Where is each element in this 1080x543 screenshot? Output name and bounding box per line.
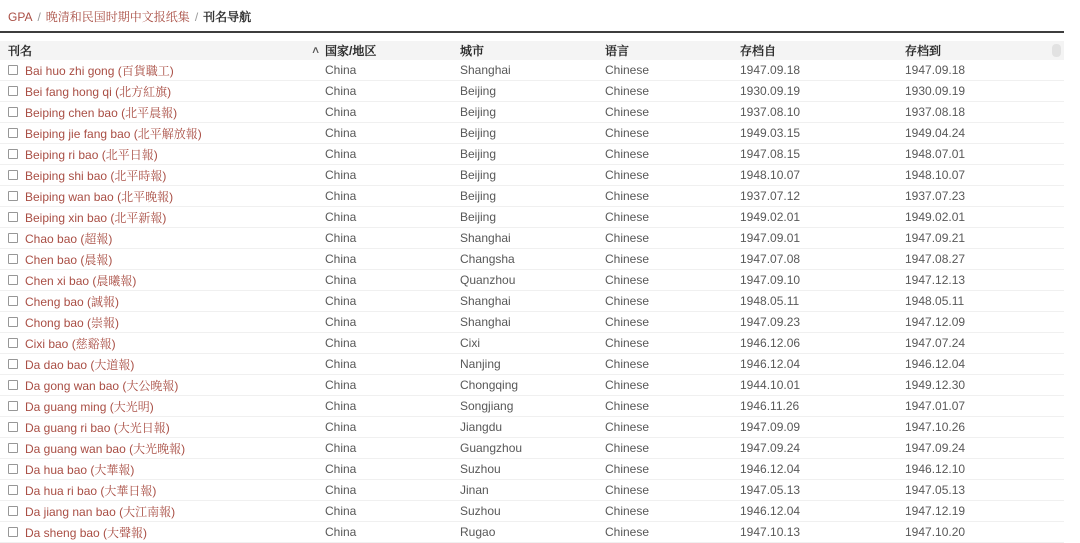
archive-to-cell: 1949.04.24	[905, 126, 966, 140]
archive-to-cell: 1937.08.18	[905, 105, 966, 119]
language-cell: Chinese	[605, 504, 650, 518]
city-cell: Beijing	[460, 189, 497, 203]
newspaper-title-link[interactable]: Da dao bao (大道報)	[25, 357, 135, 372]
archive-to-cell: 1947.01.07	[905, 399, 966, 413]
archive-to-cell: 1930.09.19	[905, 84, 966, 98]
country-cell: China	[325, 252, 357, 266]
archive-from-cell: 1949.03.15	[740, 126, 801, 140]
city-cell: Nanjing	[460, 357, 501, 371]
row-checkbox[interactable]	[8, 149, 18, 159]
table-row	[0, 102, 1064, 123]
title-cell	[8, 272, 325, 289]
archive-from-cell: 1948.10.07	[740, 168, 801, 182]
row-checkbox[interactable]	[8, 485, 18, 495]
archive-to-cell: 1937.07.23	[905, 189, 966, 203]
archive-from-cell: 1947.09.23	[740, 315, 801, 329]
title-cell	[8, 356, 325, 373]
city-cell: Beijing	[460, 147, 497, 161]
row-checkbox[interactable]	[8, 359, 18, 369]
table-row	[0, 81, 1064, 102]
archive-to-cell: 1946.12.04	[905, 357, 966, 371]
title-cell	[8, 293, 325, 310]
row-checkbox[interactable]	[8, 86, 18, 96]
newspaper-title-link[interactable]: Da guang wan bao (大光晚報)	[25, 441, 186, 456]
breadcrumb-separator: /	[37, 10, 41, 24]
archive-to-cell: 1949.12.30	[905, 378, 966, 392]
breadcrumb	[0, 0, 1064, 31]
country-cell: China	[325, 231, 357, 245]
breadcrumb-separator: /	[194, 10, 199, 24]
column-header-title-label: 刊名	[8, 44, 33, 58]
archive-from-cell: 1946.12.04	[740, 462, 801, 476]
language-cell: Chinese	[605, 84, 650, 98]
archive-from-cell: 1947.07.08	[740, 252, 801, 266]
language-cell: Chinese	[605, 441, 650, 455]
city-cell: Beijing	[460, 105, 497, 119]
language-cell: Chinese	[605, 399, 650, 413]
table-row	[0, 354, 1064, 375]
archive-from-cell: 1930.09.19	[740, 84, 801, 98]
country-cell: China	[325, 525, 357, 539]
newspaper-title-link[interactable]: Beiping shi bao (北平時報)	[25, 168, 167, 183]
archive-to-cell: 1947.12.13	[905, 273, 966, 287]
table-row	[0, 60, 1064, 81]
city-cell: Guangzhou	[460, 441, 523, 455]
language-cell: Chinese	[605, 273, 650, 287]
table-row	[0, 438, 1064, 459]
country-cell: China	[325, 504, 357, 518]
city-cell: Jiangdu	[460, 420, 503, 434]
archive-from-cell: 1946.12.04	[740, 504, 801, 518]
newspaper-title-link[interactable]: Da jiang nan bao (大江南報)	[25, 504, 176, 519]
archive-to-cell: 1948.07.01	[905, 147, 966, 161]
city-cell: Songjiang	[460, 399, 514, 413]
column-header-language[interactable]: 语言	[605, 44, 630, 58]
archive-to-cell: 1947.12.19	[905, 504, 966, 518]
city-cell: Beijing	[460, 210, 497, 224]
row-checkbox[interactable]	[8, 422, 18, 432]
country-cell: China	[325, 63, 357, 77]
table-row	[0, 459, 1064, 480]
country-cell: China	[325, 168, 357, 182]
table-row	[0, 144, 1064, 165]
country-cell: China	[325, 294, 357, 308]
newspaper-title-link[interactable]: Da guang ri bao (大光日報)	[25, 420, 170, 435]
title-cell	[8, 440, 325, 457]
table-row	[0, 270, 1064, 291]
newspaper-title-link[interactable]: Chen bao (晨報)	[25, 252, 113, 267]
city-cell: Changsha	[460, 252, 515, 266]
row-checkbox[interactable]	[8, 107, 18, 117]
title-cell	[8, 335, 325, 352]
country-cell: China	[325, 84, 357, 98]
title-cell	[8, 377, 325, 394]
country-cell: China	[325, 462, 357, 476]
language-cell: Chinese	[605, 483, 650, 497]
table-row	[0, 375, 1064, 396]
country-cell: China	[325, 420, 357, 434]
archive-from-cell: 1947.09.01	[740, 231, 801, 245]
column-header-archive-from[interactable]: 存档自	[740, 44, 777, 58]
city-cell: Rugao	[460, 525, 496, 539]
row-checkbox[interactable]	[8, 317, 18, 327]
table-row	[0, 228, 1064, 249]
language-cell: Chinese	[605, 147, 650, 161]
table-row	[0, 165, 1064, 186]
table-row	[0, 249, 1064, 270]
country-cell: China	[325, 189, 357, 203]
archive-to-cell: 1947.10.20	[905, 525, 966, 539]
newspaper-title-link[interactable]: Beiping xin bao (北平新報)	[25, 210, 167, 225]
archive-to-cell: 1947.09.21	[905, 231, 966, 245]
language-cell: Chinese	[605, 105, 650, 119]
language-cell: Chinese	[605, 420, 650, 434]
title-cell	[8, 461, 325, 478]
language-cell: Chinese	[605, 525, 650, 539]
archive-from-cell: 1937.08.10	[740, 105, 801, 119]
country-cell: China	[325, 378, 357, 392]
language-cell: Chinese	[605, 336, 650, 350]
country-cell: China	[325, 336, 357, 350]
archive-to-cell: 1948.05.11	[905, 294, 965, 308]
row-checkbox[interactable]	[8, 191, 18, 201]
country-cell: China	[325, 315, 357, 329]
city-cell: Jinan	[460, 483, 489, 497]
archive-from-cell: 1946.12.04	[740, 357, 801, 371]
archive-from-cell: 1946.12.06	[740, 336, 801, 350]
row-checkbox[interactable]	[8, 380, 18, 390]
row-checkbox[interactable]	[8, 527, 18, 537]
newspaper-title-link[interactable]: Chen xi bao (晨曦報)	[25, 273, 137, 288]
row-checkbox[interactable]	[8, 170, 18, 180]
title-cell	[8, 314, 325, 331]
title-cell	[8, 524, 325, 541]
column-header-country[interactable]: 国家/地区	[325, 44, 377, 58]
archive-from-cell: 1948.05.11	[740, 294, 800, 308]
row-checkbox[interactable]	[8, 128, 18, 138]
newspaper-title-link[interactable]: Bai huo zhi gong (百貨職工)	[25, 63, 174, 78]
title-cell	[8, 209, 325, 226]
city-cell: Chongqing	[460, 378, 519, 392]
archive-from-cell: 1947.09.24	[740, 441, 801, 455]
title-cell	[8, 83, 325, 100]
row-checkbox[interactable]	[8, 233, 18, 243]
language-cell: Chinese	[605, 63, 650, 77]
city-cell: Shanghai	[460, 294, 511, 308]
language-cell: Chinese	[605, 378, 650, 392]
title-cell	[8, 62, 325, 79]
newspaper-title-link[interactable]: Beiping chen bao (北平晨報)	[25, 105, 178, 120]
city-cell: Beijing	[460, 126, 497, 140]
newspaper-title-link[interactable]: Da gong wan bao (大公晚報)	[25, 378, 179, 393]
newspaper-title-link[interactable]: Da guang ming (大光明)	[25, 399, 154, 414]
title-cell	[8, 482, 325, 499]
table-row	[0, 312, 1064, 333]
row-checkbox[interactable]	[8, 506, 18, 516]
archive-from-cell: 1947.05.13	[740, 483, 801, 497]
title-cell	[8, 398, 325, 415]
city-cell: Suzhou	[460, 462, 501, 476]
column-header-city[interactable]: 城市	[460, 44, 485, 58]
row-checkbox[interactable]	[8, 275, 18, 285]
language-cell: Chinese	[605, 231, 650, 245]
archive-to-cell: 1947.08.27	[905, 252, 966, 266]
archive-to-cell: 1947.09.18	[905, 63, 966, 77]
city-cell: Suzhou	[460, 504, 501, 518]
country-cell: China	[325, 105, 357, 119]
language-cell: Chinese	[605, 315, 650, 329]
newspaper-title-link[interactable]: Chong bao (崇報)	[25, 315, 120, 330]
archive-to-cell: 1947.12.09	[905, 315, 966, 329]
archive-from-cell: 1947.09.18	[740, 63, 801, 77]
archive-from-cell: 1947.10.13	[740, 525, 801, 539]
row-checkbox[interactable]	[8, 296, 18, 306]
title-cell	[8, 230, 325, 247]
language-cell: Chinese	[605, 462, 650, 476]
title-cell	[8, 146, 325, 163]
column-header-archive-to[interactable]: 存档到	[905, 44, 942, 58]
language-cell: Chinese	[605, 210, 650, 224]
title-cell	[8, 167, 325, 184]
archive-from-cell: 1937.07.12	[740, 189, 801, 203]
archive-to-cell: 1947.07.24	[905, 336, 966, 350]
table-header-row	[0, 41, 1064, 60]
sort-ascending-icon: ∧	[310, 45, 321, 56]
archive-to-cell: 1947.09.24	[905, 441, 966, 455]
archive-to-cell: 1947.05.13	[905, 483, 966, 497]
city-cell: Beijing	[460, 84, 497, 98]
title-cell	[8, 419, 325, 436]
title-cell	[8, 104, 325, 121]
country-cell: China	[325, 273, 357, 287]
header-scrollbar-thumb[interactable]	[1052, 44, 1061, 57]
language-cell: Chinese	[605, 126, 650, 140]
header-divider	[0, 31, 1064, 33]
row-checkbox[interactable]	[8, 443, 18, 453]
newspaper-title-link[interactable]: Da hua ri bao (大華日報)	[25, 483, 157, 498]
newspaper-title-link[interactable]: Da hua bao (大華報)	[25, 462, 135, 477]
row-checkbox[interactable]	[8, 401, 18, 411]
row-checkbox[interactable]	[8, 338, 18, 348]
newspaper-title-link[interactable]: Chao bao (超報)	[25, 231, 113, 246]
row-checkbox[interactable]	[8, 65, 18, 75]
newspaper-title-link[interactable]: Da sheng bao (大聲報)	[25, 525, 148, 540]
newspaper-title-link[interactable]: Cixi bao (慈谿報)	[25, 336, 116, 351]
city-cell: Shanghai	[460, 315, 511, 329]
table-row	[0, 291, 1064, 312]
city-cell: Beijing	[460, 168, 497, 182]
country-cell: China	[325, 147, 357, 161]
table-row	[0, 501, 1064, 522]
table-body	[0, 60, 1064, 543]
newspaper-title-link[interactable]: Beiping jie fang bao (北平解放報)	[25, 126, 202, 141]
language-cell: Chinese	[605, 189, 650, 203]
newspaper-title-link[interactable]: Beiping wan bao (北平晚報)	[25, 189, 174, 204]
title-cell	[8, 125, 325, 142]
archive-from-cell: 1947.09.09	[740, 420, 801, 434]
table-row	[0, 207, 1064, 228]
country-cell: China	[325, 126, 357, 140]
archive-to-cell: 1949.02.01	[905, 210, 966, 224]
table-row	[0, 123, 1064, 144]
city-cell: Cixi	[460, 336, 480, 350]
newspaper-title-link[interactable]: Cheng bao (誠報)	[25, 294, 120, 309]
country-cell: China	[325, 399, 357, 413]
table-row	[0, 417, 1064, 438]
city-cell: Shanghai	[460, 231, 511, 245]
row-checkbox[interactable]	[8, 212, 18, 222]
newspaper-title-link[interactable]: Bei fang hong qi (北方紅旗)	[25, 84, 172, 99]
country-cell: China	[325, 483, 357, 497]
archive-from-cell: 1947.09.10	[740, 273, 801, 287]
table-row	[0, 480, 1064, 501]
language-cell: Chinese	[605, 252, 650, 266]
newspaper-table	[0, 41, 1064, 543]
table-row	[0, 522, 1064, 543]
country-cell: China	[325, 210, 357, 224]
archive-to-cell: 1948.10.07	[905, 168, 966, 182]
language-cell: Chinese	[605, 168, 650, 182]
table-row	[0, 396, 1064, 417]
breadcrumb-link-collection[interactable]: 晚清和民国时期中文报纸集	[45, 10, 190, 24]
country-cell: China	[325, 441, 357, 455]
archive-to-cell: 1947.10.26	[905, 420, 966, 434]
country-cell: China	[325, 357, 357, 371]
row-checkbox[interactable]	[8, 464, 18, 474]
archive-to-cell: 1946.12.10	[905, 462, 966, 476]
column-header-title[interactable]	[8, 42, 325, 59]
table-row	[0, 333, 1064, 354]
title-cell	[8, 188, 325, 205]
title-cell	[8, 251, 325, 268]
breadcrumb-current-page: 刊名导航	[203, 10, 252, 24]
breadcrumb-link-gpa[interactable]: GPA	[8, 10, 33, 24]
title-cell	[8, 503, 325, 520]
archive-from-cell: 1949.02.01	[740, 210, 801, 224]
language-cell: Chinese	[605, 294, 650, 308]
archive-from-cell: 1947.08.15	[740, 147, 801, 161]
language-cell: Chinese	[605, 357, 650, 371]
table-row	[0, 186, 1064, 207]
newspaper-title-link[interactable]: Beiping ri bao (北平日報)	[25, 147, 158, 162]
archive-from-cell: 1946.11.26	[740, 399, 800, 413]
city-cell: Quanzhou	[460, 273, 516, 287]
row-checkbox[interactable]	[8, 254, 18, 264]
city-cell: Shanghai	[460, 63, 511, 77]
archive-from-cell: 1944.10.01	[740, 378, 801, 392]
